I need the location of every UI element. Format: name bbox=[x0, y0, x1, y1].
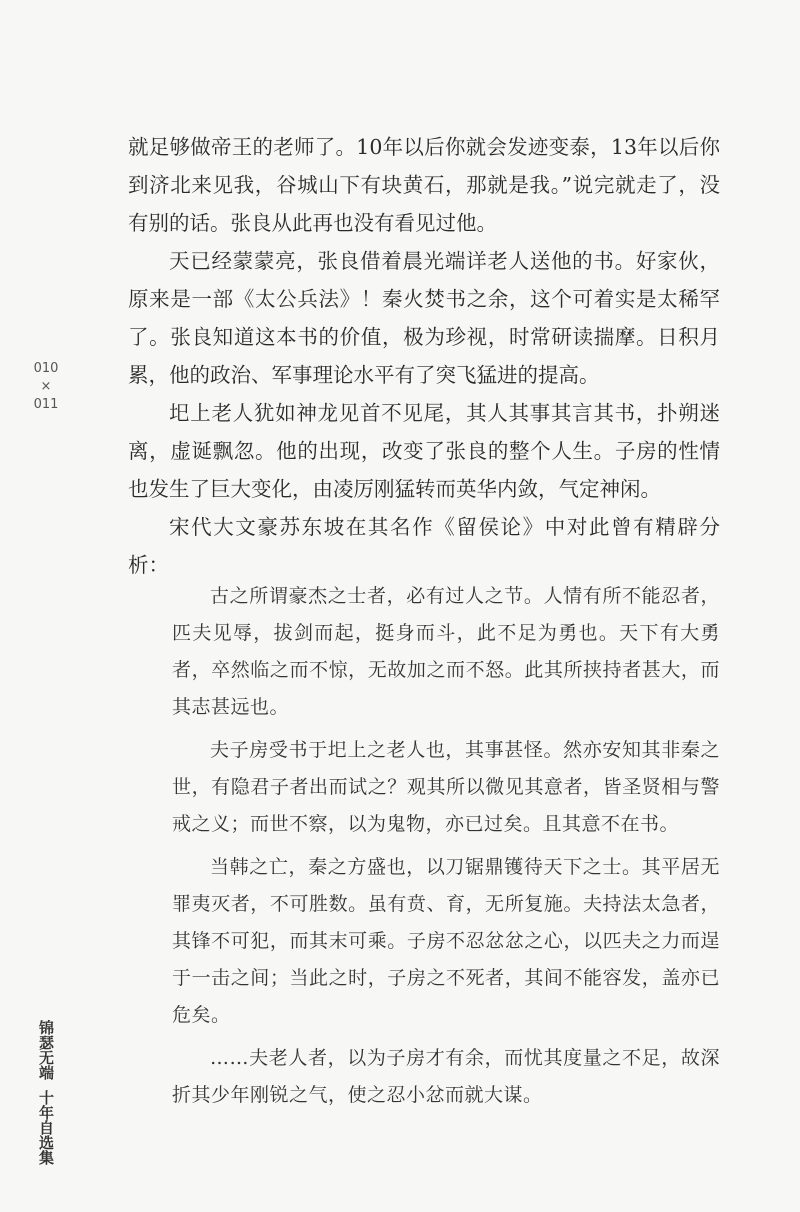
paragraph: 圯上老人犹如神龙见首不见尾，其人其事其言其书，扑朔迷离，虚诞飘忽。他的出现，改变了张良的整个人生。子房的性情也发生了巨大变化，由凌厉刚猛转而英华内敛，气定神闲。 bbox=[128, 401, 720, 501]
quote-paragraph: ……夫老人者，以为子房才有余，而忧其度量之不足，故深折其少年刚锐之气，使之忍小忿而就大谋。 bbox=[172, 1047, 720, 1106]
running-title bbox=[34, 1020, 54, 1165]
block-quote bbox=[172, 578, 720, 1114]
body-text bbox=[128, 128, 720, 584]
quote-paragraph: 夫子房受书于圯上之老人也，其事甚怪。然亦安知其非秦之世，有隐君子者出而试之？观其所以微见其意者，皆圣贤相与警戒之义；而世不察，以为鬼物，亦已过矣。且其意不在书。 bbox=[172, 739, 720, 835]
paragraph-continuation: 就足够做帝王的老师了。10年以后你就会发迹变泰，13年以后你到济北来见我，谷城山下有块黄石，那就是我。”说完就走了，没有别的话。张良从此再也没有看见过他。 bbox=[128, 135, 720, 235]
paragraph: 宋代大文豪苏东坡在其名作《留侯论》中对此曾有精辟分析： bbox=[128, 515, 720, 577]
page-number bbox=[26, 360, 66, 414]
book-title: 锦瑟无端 bbox=[37, 1020, 55, 1080]
book-subtitle: 十年自选集 bbox=[37, 1090, 55, 1165]
quote-paragraph: 当韩之亡，秦之方盛也，以刀锯鼎镬待天下之士。其平居无罪夷灭者，不可胜数。虽有贲、育，无所复施。夫持法太急者，其锋不可犯，而其末可乘。子房不忍忿忿之心，以匹夫之力而逞于一击之间；当此之时，子房之不死者，其间不能容发，盖亦已危矣。 bbox=[172, 856, 720, 1026]
paragraph: 天已经蒙蒙亮，张良借着晨光端详老人送他的书。好家伙，原来是一部《太公兵法》！秦火焚书之余，这个可着实是太稀罕了。张良知道这本书的价值，极为珍视，时常研读揣摩。日积月累，他的政治、军事理论水平有了突飞猛进的提高。 bbox=[128, 249, 720, 387]
quote-paragraph: 古之所谓豪杰之士者，必有过人之节。人情有所不能忍者，匹夫见辱，拔剑而起，挺身而斗，此不足为勇也。天下有大勇者，卒然临之而不惊，无故加之而不怒。此其所挟持者甚大，而其志甚远也。 bbox=[172, 585, 720, 718]
page-number-left: 010 bbox=[33, 361, 59, 376]
page-number-separator: × bbox=[40, 379, 52, 394]
page-number-right: 011 bbox=[33, 397, 59, 412]
